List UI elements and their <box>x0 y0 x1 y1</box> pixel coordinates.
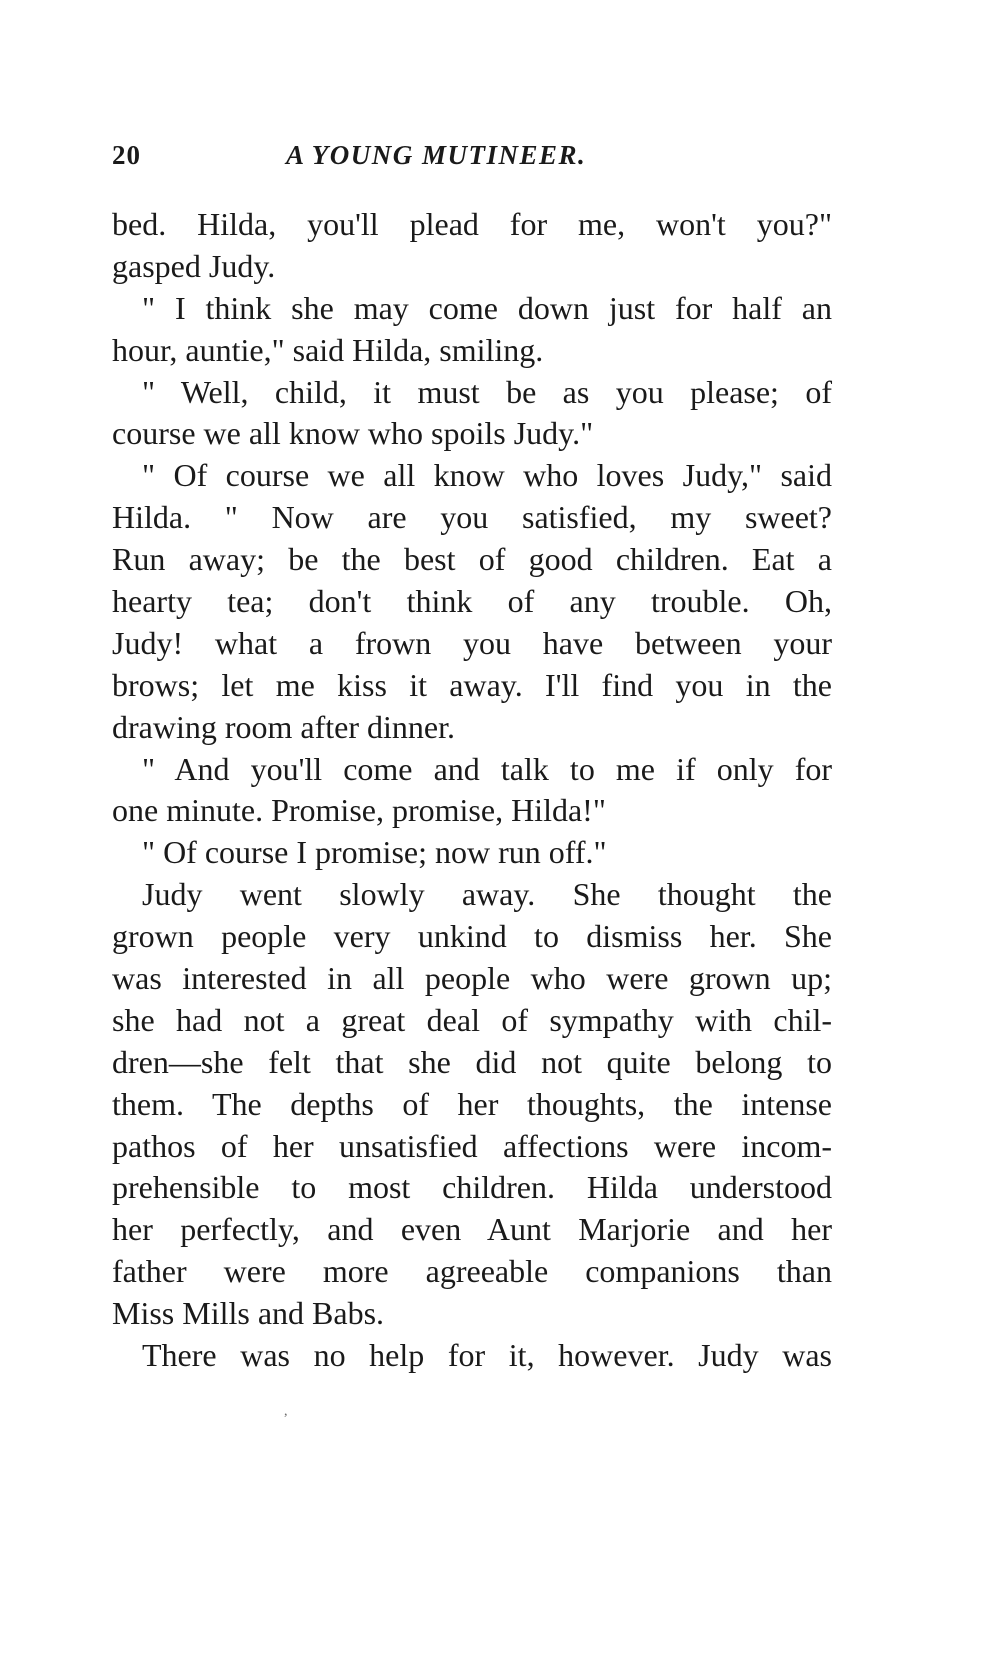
text-line: her perfectly, and even Aunt Marjorie and her <box>112 1211 832 1248</box>
text-line: Hilda. " Now are you satisfied, my sweet? <box>112 499 832 536</box>
running-title: A YOUNG MUTINEER. <box>286 140 587 170</box>
text-line: was interested in all people who were grown up; <box>112 960 832 997</box>
text-line: " Of course we all know who loves Judy," said <box>142 457 832 494</box>
text-line: she had not a great deal of sympathy with chil- <box>112 1001 832 1038</box>
text-line: dren—she felt that she did not quite belong to <box>112 1043 832 1080</box>
text-line: There was no help for it, however. Judy was <box>142 1337 832 1374</box>
text-line: hour, auntie," said Hilda, smiling. <box>112 331 544 368</box>
stray-ink-mark: , <box>284 1404 288 1419</box>
text-line: course we all know who spoils Judy." <box>112 415 594 452</box>
text-line: Run away; be the best of good children. Eat a <box>112 541 832 578</box>
text-line: pathos of her unsatisfied affections were incom- <box>112 1127 832 1164</box>
text-line: one minute. Promise, promise, Hilda!" <box>112 792 606 829</box>
page-number: 20 <box>112 140 141 170</box>
text-line: Judy! what a frown you have between your <box>112 624 832 661</box>
text-line: " Well, child, it must be as you please; of <box>142 373 832 410</box>
text-line: gasped Judy. <box>112 247 276 284</box>
text-line: bed. Hilda, you'll plead for me, won't you?" <box>112 206 832 242</box>
text-line: hearty tea; don't think of any trouble. Oh, <box>112 583 832 620</box>
text-line: drawing room after dinner. <box>112 708 455 745</box>
running-head <box>112 140 836 180</box>
text-line: Judy went slowly away. She thought the <box>142 876 832 913</box>
text-line: brows; let me kiss it away. I'll find you in the <box>112 666 832 703</box>
text-line: grown people very unkind to dismiss her. She <box>112 918 832 955</box>
text-line: " Of course I promise; now run off." <box>142 834 607 871</box>
text-line: them. The depths of her thoughts, the intense <box>112 1085 832 1122</box>
body-text <box>112 204 832 1377</box>
text-line: prehensible to most children. Hilda understood <box>112 1169 832 1206</box>
text-line: Miss Mills and Babs. <box>112 1295 385 1332</box>
text-line: " And you'll come and talk to me if only for <box>142 750 832 787</box>
text-line: father were more agreeable companions than <box>112 1253 832 1290</box>
text-line: " I think she may come down just for half an <box>142 289 832 326</box>
